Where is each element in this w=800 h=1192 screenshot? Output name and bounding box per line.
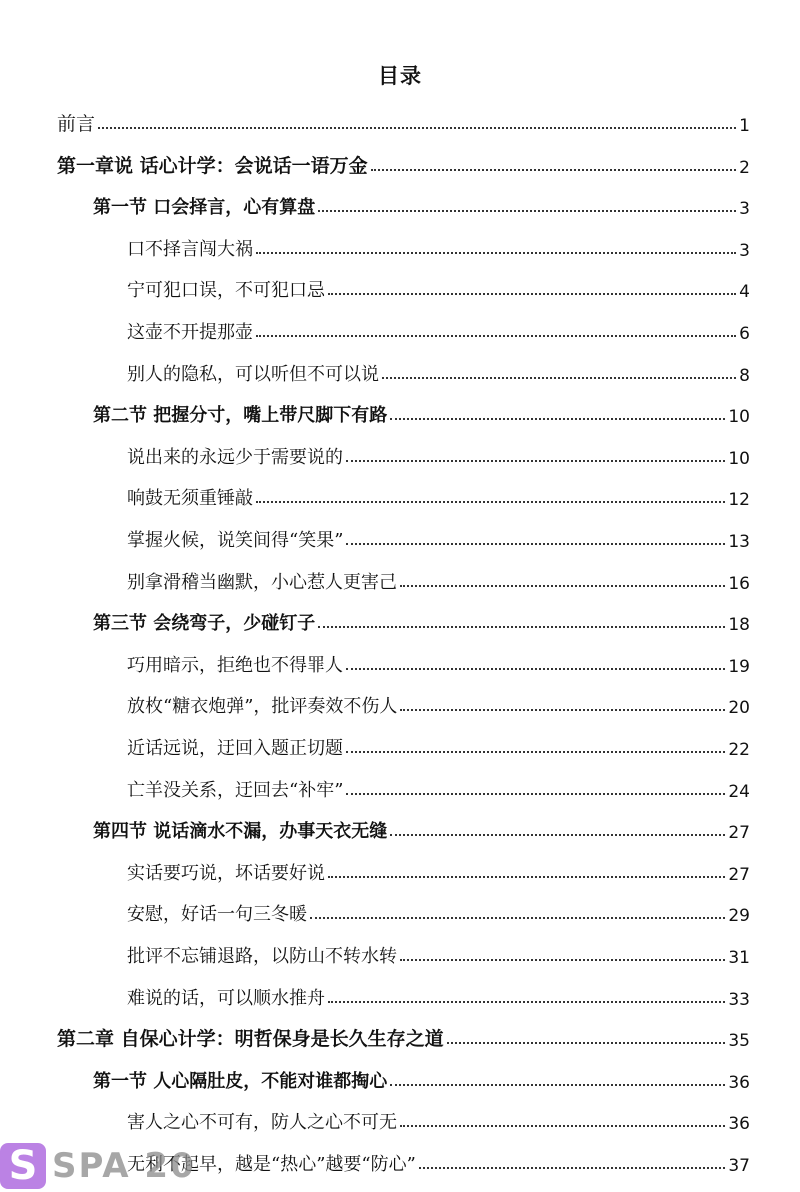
toc-dot-leader [318, 626, 725, 628]
toc-entry-title: 这壶不开提那壶 [127, 322, 253, 343]
toc-entry-title: 说出来的永远少于需要说的 [127, 446, 343, 468]
toc-entry-title: 前言 [57, 113, 96, 135]
toc-entry-page-number: 18 [728, 615, 750, 636]
toc-entry-page-number: 1 [739, 116, 750, 136]
toc-entry[interactable] [93, 397, 750, 427]
toc-entry-title: 巧用暗示，拒绝也不得罪人 [127, 654, 343, 676]
toc-dot-leader [390, 834, 725, 836]
toc-entry-page-number: 27 [728, 864, 750, 885]
toc-entry-page-number: 4 [739, 282, 750, 303]
toc-entry[interactable] [127, 855, 750, 885]
toc-entry[interactable] [127, 356, 750, 386]
toc-entry[interactable] [127, 480, 750, 510]
watermark-logo: S [0, 1143, 46, 1189]
toc-entry[interactable] [57, 148, 750, 178]
toc-entry-page-number: 16 [728, 573, 750, 594]
toc-dot-leader [346, 460, 725, 462]
toc-entry-page-number: 3 [739, 240, 750, 261]
toc-entry-title: 口不择言闯大祸 [127, 238, 253, 260]
toc-dot-leader [328, 1001, 725, 1003]
toc-entry-page-number: 12 [728, 490, 750, 511]
toc-dot-leader [328, 293, 736, 295]
toc-entry[interactable] [93, 1063, 750, 1093]
toc-dot-leader [256, 501, 725, 503]
toc-entry-page-number: 20 [728, 698, 750, 719]
toc-entry-title: 响鼓无须重锤敲 [127, 488, 253, 510]
toc-entry-title: 批评不忘铺退路，以防山不转水转 [127, 946, 397, 967]
toc-dot-leader [390, 1084, 725, 1086]
toc-entry-page-number: 8 [739, 365, 750, 386]
toc-entry-page-number: 10 [728, 448, 750, 469]
toc-entry-page-number: 2 [739, 157, 750, 178]
toc-entry[interactable] [127, 314, 750, 344]
toc-entry-title: 别拿滑稽当幽默，小心惹人更害己 [127, 571, 397, 593]
toc-entry-page-number: 22 [728, 740, 750, 760]
toc-dot-leader [400, 959, 725, 961]
toc-entry-title: 亡羊没关系，迂回去“补牢” [127, 779, 344, 801]
toc-entry[interactable] [127, 1104, 750, 1134]
toc-entry-title: 安慰，好话一句三冬暖 [127, 904, 307, 926]
toc-entry-page-number: 37 [728, 1156, 750, 1176]
toc-entry[interactable] [127, 730, 750, 760]
toc-dot-leader [371, 169, 737, 171]
toc-entry[interactable] [127, 272, 750, 302]
toc-entry-title: 掌握火候，说笑间得“笑果” [127, 530, 344, 551]
toc-entry-page-number: 31 [728, 948, 750, 968]
toc-dot-leader [346, 543, 725, 545]
toc-entry[interactable] [127, 896, 750, 926]
toc-dot-leader [390, 418, 725, 420]
toc-entry[interactable] [93, 605, 750, 635]
toc-entry[interactable] [127, 564, 750, 594]
toc-entry-title: 无利不起早，越是“热心”越要“防心” [127, 1154, 416, 1175]
toc-dot-leader [447, 1042, 726, 1044]
toc-dot-leader [318, 210, 736, 212]
toc-entry[interactable] [127, 1146, 750, 1176]
toc-entry-page-number: 10 [728, 407, 750, 428]
toc-entry[interactable] [57, 106, 750, 136]
toc-entry-title: 宁可犯口误，不可犯口忌 [127, 280, 325, 302]
toc-entry-page-number: 29 [728, 906, 750, 927]
toc-dot-leader [400, 1125, 725, 1127]
toc-entry-title: 第四节 说话滴水不漏，办事天衣无缝 [93, 821, 388, 843]
toc-entry-page-number: 27 [728, 823, 750, 844]
toc-dot-leader [328, 876, 725, 878]
toc-entry-title: 放枚“糖衣炮弹”，批评奏效不伤人 [127, 696, 398, 718]
toc-entry[interactable] [127, 772, 750, 802]
toc-dot-leader [256, 335, 736, 337]
page-title: 目录 [378, 64, 422, 88]
watermark [0, 1140, 196, 1192]
toc-entry-page-number: 3 [739, 199, 750, 220]
toc-dot-leader [346, 751, 725, 753]
toc-entry[interactable] [93, 813, 750, 843]
toc-dot-leader [419, 1167, 726, 1169]
toc-entry-page-number: 19 [728, 656, 750, 677]
toc-entry[interactable] [57, 1021, 750, 1051]
toc-entry-page-number: 35 [728, 1031, 750, 1052]
toc-entry-page-number: 36 [728, 1114, 750, 1135]
toc-entry-title: 第一章说 话心计学：会说话一语万金 [57, 154, 368, 177]
toc-entry-page-number: 13 [728, 532, 750, 552]
toc-entry-title: 害人之心不可有，防人之心不可无 [127, 1112, 397, 1134]
toc-entry-title: 第二节 把握分寸，嘴上带尺脚下有路 [93, 405, 388, 427]
toc-dot-leader [98, 127, 736, 129]
toc-entry[interactable] [127, 439, 750, 469]
toc-dot-leader [310, 917, 725, 919]
toc-entry[interactable] [127, 688, 750, 718]
toc-entry-page-number: 33 [728, 989, 750, 1010]
toc-dot-leader [382, 377, 736, 379]
toc-dot-leader [256, 252, 736, 254]
toc-dot-leader [346, 668, 725, 670]
toc-entry-page-number: 24 [728, 781, 750, 802]
toc-entry[interactable] [127, 938, 750, 968]
toc-entry-page-number: 36 [728, 1072, 750, 1093]
toc-dot-leader [400, 709, 725, 711]
toc-entry-title: 第一节 口会择言，心有算盘 [93, 197, 316, 219]
toc-entry[interactable] [127, 522, 750, 552]
toc-entry-title: 近话远说，迂回入题正切题 [127, 738, 343, 759]
watermark-text: SPA 20 [52, 1146, 196, 1186]
toc-entry[interactable] [127, 231, 750, 261]
toc-entry-title: 难说的话，可以顺水推舟 [127, 987, 325, 1009]
toc-entry[interactable] [127, 647, 750, 677]
toc-entry-title: 第三节 会绕弯子，少碰钉子 [93, 613, 316, 635]
toc-dot-leader [346, 793, 725, 795]
toc-entry-title: 别人的隐私，可以听但不可以说 [127, 363, 379, 385]
toc-entry-page-number: 6 [739, 324, 750, 344]
toc-entry-title: 第一节 人心隔肚皮，不能对谁都掏心 [93, 1070, 388, 1092]
toc-entry-title: 第二章 自保心计学：明哲保身是长久生存之道 [57, 1028, 444, 1051]
toc-dot-leader [400, 585, 725, 587]
toc-entry[interactable] [127, 980, 750, 1010]
toc-entry-title: 实话要巧说，坏话要好说 [127, 862, 325, 884]
toc-entry[interactable] [93, 189, 750, 219]
